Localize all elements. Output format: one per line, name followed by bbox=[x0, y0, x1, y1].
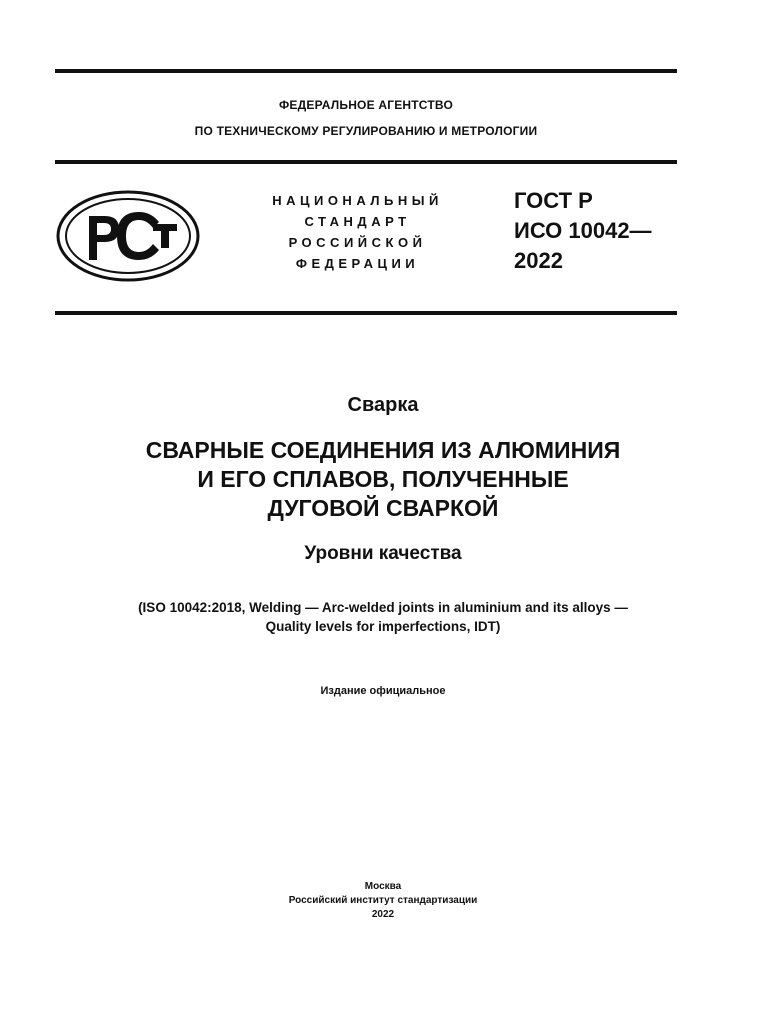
pct-logo-icon bbox=[55, 188, 203, 284]
designation-line-3: 2022 bbox=[514, 248, 563, 273]
edition-label: Издание официальное bbox=[320, 685, 446, 697]
imprint bbox=[55, 880, 711, 922]
title-line-2: И ЕГО СПЛАВОВ, ПОЛУЧЕННЫЕ bbox=[197, 466, 569, 492]
middle-rule bbox=[55, 160, 677, 164]
standard-designation bbox=[514, 186, 652, 276]
imprint-year: 2022 bbox=[371, 909, 395, 920]
national-standard-line-1: НАЦИОНАЛЬНЫЙ bbox=[272, 193, 443, 208]
title-line-3: ДУГОВОЙ СВАРКОЙ bbox=[267, 495, 499, 521]
iso-reference-line-2: Quality levels for imperfections, IDT) bbox=[265, 619, 501, 634]
document-subtitle: Уровни качества bbox=[304, 543, 462, 564]
iso-reference-line-1: (ISO 10042:2018, Welding — Arc-welded joints in aluminium and its alloys — bbox=[138, 600, 628, 615]
document-title bbox=[55, 436, 711, 523]
subject-heading: Сварка bbox=[347, 394, 419, 416]
top-rule bbox=[55, 69, 677, 73]
national-standard-line-4: ФЕДЕРАЦИИ bbox=[295, 256, 420, 271]
imprint-city: Москва bbox=[364, 881, 402, 892]
agency-line-2: ПО ТЕХНИЧЕСКОМУ РЕГУЛИРОВАНИЮ И МЕТРОЛОГИИ bbox=[194, 124, 538, 138]
agency-line-1: ФЕДЕРАЛЬНОЕ АГЕНТСТВО bbox=[278, 98, 453, 112]
designation-line-1: ГОСТ Р bbox=[514, 188, 593, 213]
national-standard-line-3: РОССИЙСКОЙ bbox=[288, 235, 427, 250]
title-line-1: СВАРНЫЕ СОЕДИНЕНИЯ ИЗ АЛЮМИНИЯ bbox=[145, 437, 621, 463]
national-standard-label bbox=[255, 190, 460, 274]
national-standard-line-2: СТАНДАРТ bbox=[304, 214, 411, 229]
bottom-rule bbox=[55, 311, 677, 315]
imprint-publisher: Российский институт стандартизации bbox=[288, 895, 478, 906]
iso-reference bbox=[55, 598, 711, 636]
designation-line-2: ИСО 10042— bbox=[514, 218, 652, 243]
